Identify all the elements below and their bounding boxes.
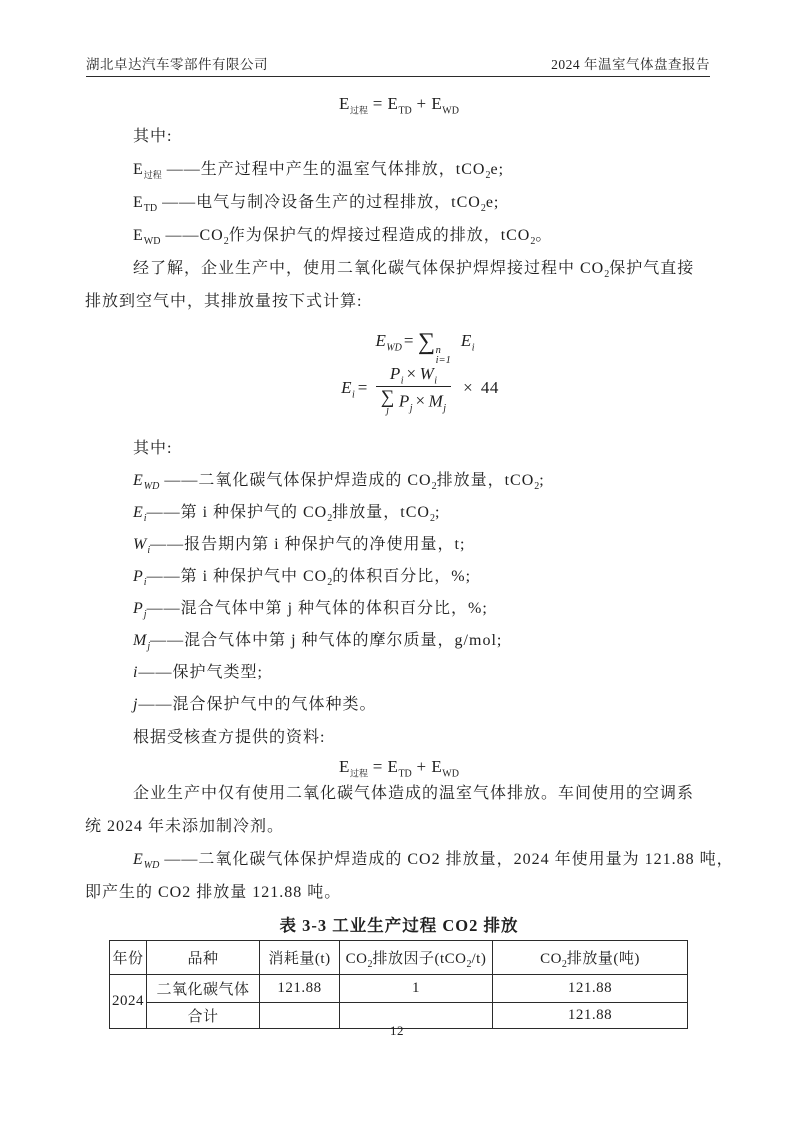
sum-upper-limit: n (435, 345, 441, 356)
paragraph-co2-only-line1: 企业生产中仅有使用二氧化碳气体造成的温室气体排放。车间使用的空调系 (133, 785, 695, 802)
among-label: 其中: (133, 440, 173, 457)
cell-total-emissions: 121.88 (493, 1003, 688, 1029)
definition-item: i——保护气类型; (133, 664, 263, 681)
fraction-multiplier (456, 378, 499, 397)
formula-ewd-sum (85, 323, 713, 366)
definition-list-1 (85, 153, 713, 252)
formula-ei-fraction (85, 359, 713, 417)
paragraph-welding-line2: 排放到空气中，其排放量按下式计算: (85, 293, 363, 310)
cell-gas-type: 二氧化碳气体 (147, 975, 260, 1003)
sum-symbol: ∑ (380, 386, 395, 408)
definition-item: $P_i——$第 i 种保护气中 $CO_2$的体积百分比，%; (133, 568, 472, 589)
definition-item: $E_{TD}$ ——电气与制冷设备生产的过程排放，tCO$_2$e; (133, 194, 500, 215)
definition-item: $E_{WD}$ $——CO_2$作为保护气的焊接过程造成的排放，tCO$_2$。 (133, 227, 553, 248)
formula-process-total-repeat: $E_{过程} = E_{TD} + E_{WD}$ (339, 757, 459, 780)
table-row (110, 975, 688, 1003)
sum-symbol-stacked (380, 386, 395, 416)
definition-item: $P_j——$混合气体中第 j 种气体的体积百分比，%; (133, 600, 488, 621)
math-symbol: W (419, 363, 435, 383)
definition-item: $W_i——$报告期内第 i 种保护气的净使用量，t; (133, 536, 466, 557)
definition-item: $E_{WD}$ ——二氧化碳气体保护焊造成的 $CO_2$排放量，tCO$_2$; (133, 472, 545, 493)
cell-total-label: 合计 (147, 1003, 260, 1029)
factor-44: 44 (480, 378, 499, 397)
col-header-emissions: $CO_2$排放量(吨) (493, 941, 688, 975)
fraction-denominator (381, 387, 446, 416)
header-divider (86, 76, 710, 77)
math-symbol: P (389, 363, 401, 383)
page-number: 12 (390, 1023, 404, 1038)
header-report-title: 2024 年温室气体盘查报告 (551, 57, 710, 72)
cell-consumption: 121.88 (260, 975, 340, 1003)
table-caption: 表 3-3 工业生产过程 CO2 排放 (279, 916, 519, 935)
math-subscript: i (351, 389, 355, 401)
data-intro-line: 根据受核查方提供的资料: (133, 729, 326, 746)
sum-lower-limit: i=1 (435, 355, 451, 366)
cell-emissions: 121.88 (493, 975, 688, 1003)
definition-item: $E_i——$第 i 种保护气的 $CO_2$排放量，tCO$_2$; (133, 504, 441, 525)
among-label: 其中: (133, 128, 173, 145)
math-symbol: M (428, 391, 444, 410)
paragraph-usage-line1: $E_{WD}$ ——二氧化碳气体保护焊造成的 CO2 排放量，2024 年使用量为 121.88 吨， (133, 851, 734, 872)
definition-item: $E_{过程}$ ——生产过程中产生的温室气体排放，tCO$_2$e; (133, 161, 505, 182)
math-symbol: E (375, 331, 387, 350)
definition-item: j——混合保护气中的气体种类。 (133, 696, 377, 713)
equals-sign: = (357, 378, 368, 397)
times-sign: × (415, 391, 426, 410)
definition-item: $M_j——$混合气体中第 j 种气体的摩尔质量，g/mol; (133, 632, 503, 653)
cell-year: 2024 (110, 975, 147, 1029)
math-symbol: P (398, 391, 410, 410)
sum-symbol: ∑ (418, 329, 436, 355)
emissions-table (109, 940, 688, 1029)
formula-process-total: $E_{过程} = E_{TD} + E_{WD}$ (339, 94, 459, 117)
times-sign: × (406, 363, 417, 383)
math-subscript: i (434, 374, 438, 386)
paragraph-welding-line1: 经了解，企业生产中，使用二氧化碳气体保护焊焊接过程中 $CO_2$保护气直接 (133, 260, 695, 281)
math-symbol: E (460, 331, 472, 350)
sum-index: j (386, 404, 390, 416)
running-header (86, 53, 710, 73)
math-subscript: i (400, 374, 404, 386)
definition-list-2 (85, 465, 713, 721)
times-sign: × (463, 378, 474, 397)
col-header-type: 品种 (147, 941, 260, 975)
col-header-year: 年份 (110, 941, 147, 975)
header-company: 湖北卓达汽车零部件有限公司 (86, 57, 268, 72)
paragraph-usage-line2: 即产生的 CO2 排放量 121.88 吨。 (85, 884, 342, 901)
math-subscript: i (471, 342, 475, 354)
math-subscript: j (443, 402, 447, 414)
math-subscript: j (409, 402, 413, 414)
math-symbol: E (341, 378, 352, 397)
fraction (376, 363, 451, 416)
fraction-numerator (376, 363, 451, 387)
equals-sign: = (403, 331, 414, 350)
math-subscript: WD (386, 342, 402, 354)
page-body (85, 88, 734, 1029)
table-header-row (110, 941, 688, 975)
paragraph-co2-only-line2: 统 2024 年未添加制冷剂。 (85, 818, 285, 835)
col-header-consumption: 消耗量(t) (260, 941, 340, 975)
cell-emission-factor: 1 (340, 975, 493, 1003)
col-header-emission-factor: $CO_2$排放因子(tCO$_2$/t) (340, 941, 493, 975)
